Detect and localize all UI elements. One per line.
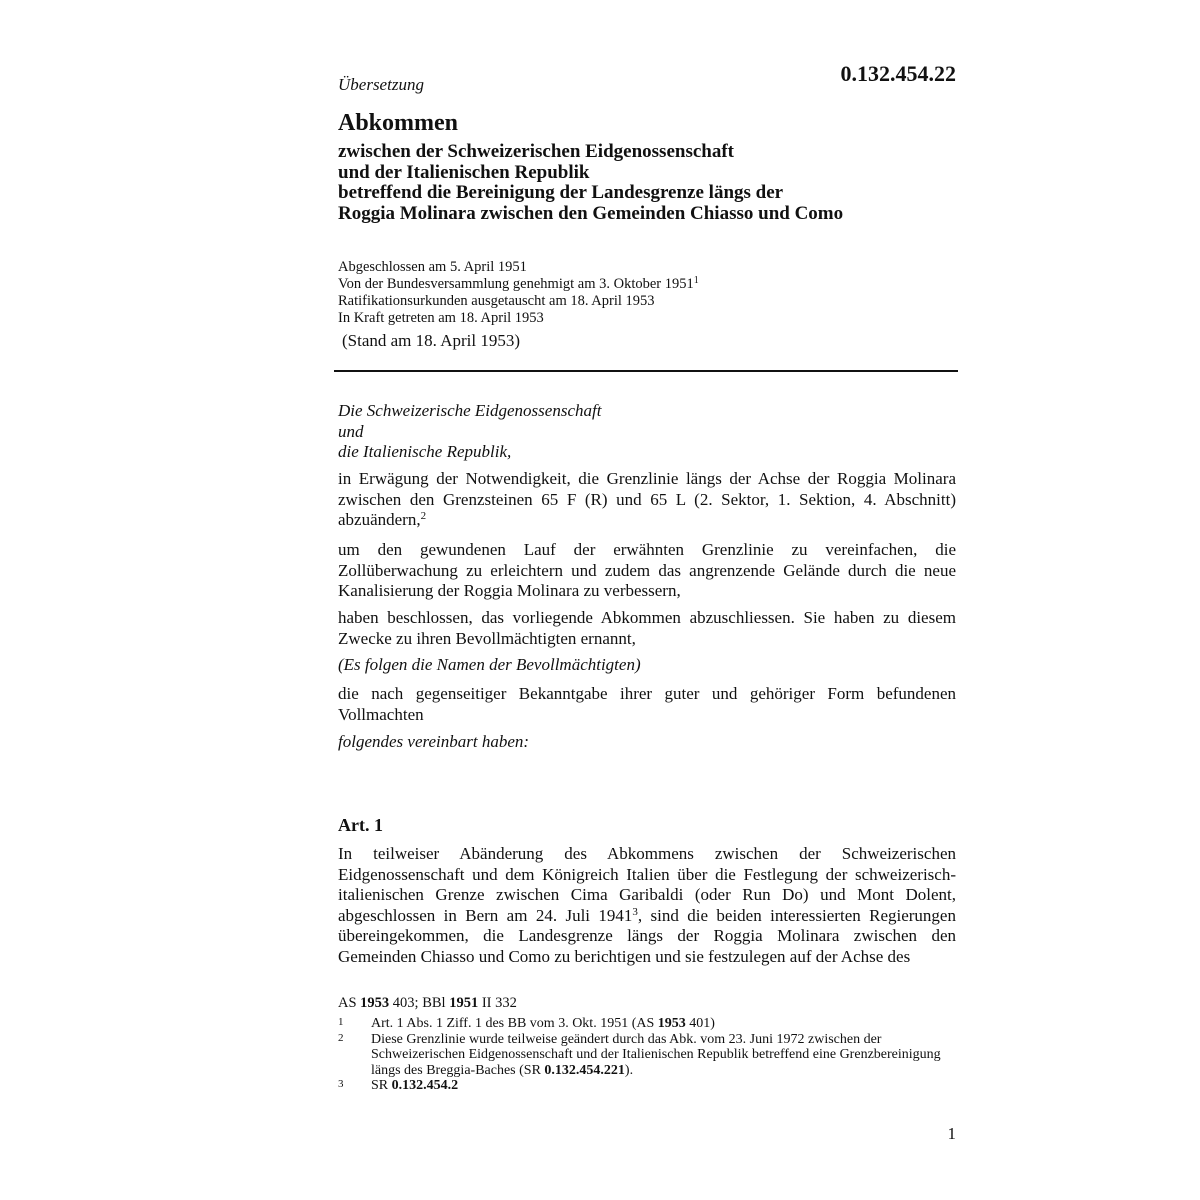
- article-1-text-part: , sind die beiden interessierten Regierungen übereingekommen, die Landesgrenze längs der Roggia Molinara zwischen den Gemeinden Chiasso und Como zu berichtigen und sie festzulegen auf der Achse des: [338, 905, 956, 966]
- footnote-text-bold: 1953: [657, 1016, 686, 1031]
- subtitle-line: Roggia Molinara zwischen den Gemeinden Chiasso und Como: [338, 202, 844, 224]
- footnote-text: [371, 1016, 958, 1032]
- party-line: Die Schweizerische Eidgenossenschaft: [338, 401, 602, 420]
- source-as-rest: 403; BBl: [389, 995, 450, 1011]
- subtitle-line: zwischen der Schweizerischen Eidgenossenschaft: [338, 141, 734, 162]
- preamble-paragraph: um den gewundenen Lauf der erwähnten Grenzlinie zu vereinfachen, die Zollüberwachung zu erleichtern und zudem das angrenzende Gelände durch die neue Kanalisierung der Roggia Molinara zu verbessern,: [338, 540, 956, 600]
- footnote-link-sr[interactable]: 0.132.454.221: [544, 1062, 625, 1078]
- preamble-paragraph: die nach gegenseitiger Bekanntgabe ihrer guter und gehöriger Form befundenen Vollmachten: [338, 684, 956, 724]
- footnote: [338, 1078, 958, 1094]
- footnote-text: [371, 1032, 958, 1079]
- source-as-year: 1953: [360, 995, 390, 1011]
- party-line: und: [338, 421, 364, 441]
- footnotes: [338, 1016, 958, 1094]
- source-as-label: AS: [338, 995, 361, 1011]
- plenipotentiaries-note: (Es folgen die Namen der Bevollmächtigten): [338, 655, 641, 674]
- footnote-ref[interactable]: 2: [420, 510, 427, 522]
- subtitle-line: betreffend die Bereinigung der Landesgrenze längs der: [338, 182, 784, 203]
- preamble-paragraph-text: in Erwägung der Notwendigkeit, die Grenzlinie längs der Achse der Roggia Molinara zwischen den Grenzsteinen 65 F (R) und 65 L (2. Sektor, 1. Sektion, 4. Abschnitt) abzuändern,: [338, 469, 956, 529]
- status-date: (Stand am 18. April 1953): [342, 331, 521, 350]
- article-1-text: [338, 844, 956, 967]
- footnote-text-part: Diese Grenzlinie wurde teilweise geändert durch das Abk. vom 23. Juni 1972 zwischen der Schweizerischen Eidgenossenschaft und der Italienischen Republik betreffend eine Grenzbereinigung längs des Breggia-Baches (SR: [371, 1031, 941, 1078]
- concluded-date: Abgeschlossen am 5. April 1951: [338, 259, 527, 275]
- article-1-text-part: In teilweiser Abänderung des Abkommens zwischen der Schweizerischen Eidgenossenschaft und dem Königreich Italien über die Festlegung der schweizerisch-italienischen Grenze zwischen Cima Garibaldi (oder Run Do) und Mont Dolent, abgeschlossen in Bern am 24. Juli 1941: [338, 844, 956, 925]
- source-bbl-year: 1951: [449, 995, 479, 1011]
- sr-number: 0.132.454.22: [840, 61, 956, 86]
- party-line: die Italienische Republik,: [338, 442, 512, 461]
- page-number: 1: [947, 1124, 956, 1143]
- translation-label: Übersetzung: [338, 75, 424, 94]
- footnote-ref[interactable]: 1: [693, 275, 699, 286]
- approved-date-text: Von der Bundesversammlung genehmigt am 3. Oktober 1951: [338, 276, 694, 292]
- contracting-parties: [338, 401, 956, 463]
- preamble-paragraph: [338, 469, 956, 531]
- footnote-text: [371, 1078, 958, 1094]
- footnote-link-sr[interactable]: 0.132.454.2: [391, 1078, 459, 1093]
- approved-date: [338, 276, 958, 293]
- preamble-paragraph: haben beschlossen, das vorliegende Abkommen abzuschliessen. Sie haben zu diesem Zwecke zu ihren Bevollmächtigten ernannt,: [338, 608, 956, 648]
- footnote-number: 3: [338, 1078, 344, 1090]
- subtitle-line: und der Italienischen Republik: [338, 161, 590, 183]
- ratified-date: Ratifikationsurkunden ausgetauscht am 18. April 1953: [338, 293, 655, 309]
- document-subtitle: [338, 142, 958, 224]
- footnote-text-part: ).: [624, 1062, 634, 1078]
- footnote-text-part: Art. 1 Abs. 1 Ziff. 1 des BB vom 3. Okt. 1951 (AS: [371, 1016, 658, 1031]
- footnote-ref[interactable]: 3: [632, 905, 638, 918]
- footnote-text-part: SR: [371, 1078, 392, 1093]
- article-1-heading: Art. 1: [338, 815, 383, 835]
- footnote-number: 1: [338, 1016, 344, 1028]
- source-bbl-rest: II 332: [478, 995, 517, 1011]
- header-divider: [334, 370, 958, 372]
- footnote-number: 2: [338, 1031, 344, 1044]
- enactment-metadata: [338, 259, 958, 327]
- in-force-date: In Kraft getreten am 18. April 1953: [338, 310, 544, 326]
- footnote: [338, 1032, 958, 1079]
- source-reference: [338, 994, 517, 1012]
- document-title: Abkommen: [338, 110, 459, 136]
- agreement-clause: folgendes vereinbart haben:: [338, 732, 530, 751]
- footnote: [338, 1016, 958, 1032]
- footnote-text-part: 401): [685, 1016, 715, 1031]
